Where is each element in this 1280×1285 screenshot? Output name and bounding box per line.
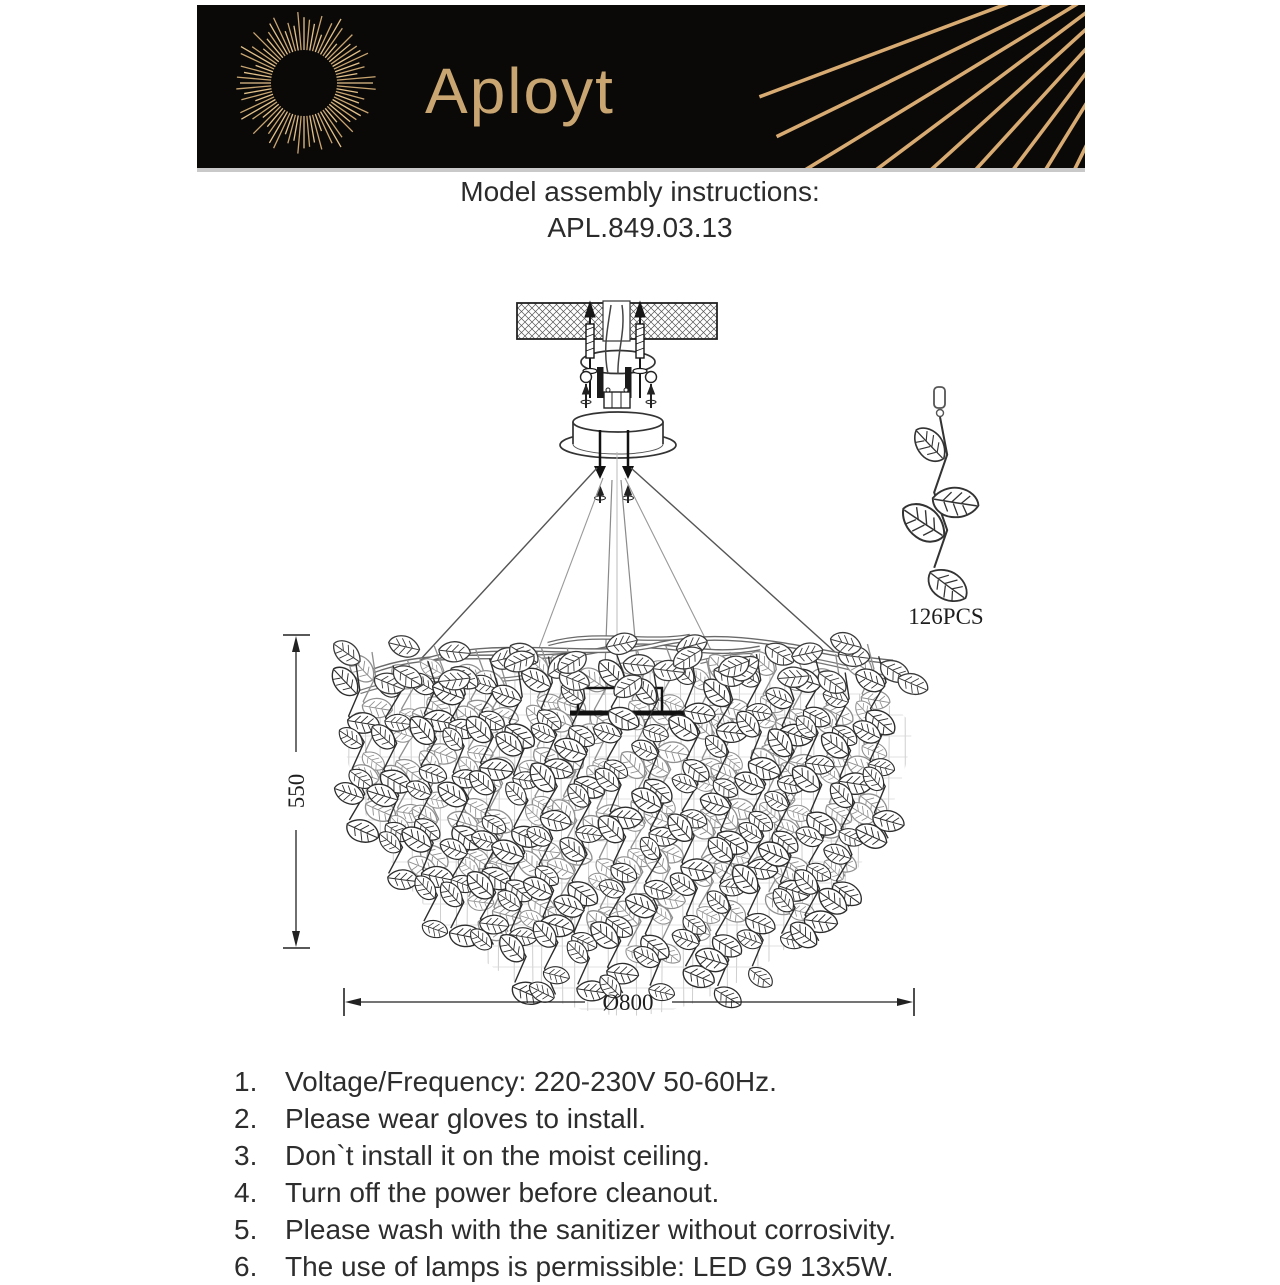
- instruction-item-4: [234, 1174, 1094, 1211]
- item-number: 6.: [234, 1251, 285, 1283]
- item-number: 4.: [234, 1177, 285, 1209]
- instruction-item-1: [234, 1063, 1094, 1100]
- instruction-item-5: [234, 1211, 1094, 1248]
- diameter-dimension: [344, 988, 914, 1016]
- item-number: 2.: [234, 1103, 285, 1135]
- page-title: Model assembly instructions:: [0, 174, 1280, 210]
- item-text: The use of lamps is permissible: LED G9 13x5W.: [285, 1251, 893, 1283]
- diameter-dimension-label: Ø800: [602, 990, 653, 1015]
- item-text: Voltage/Frequency: 220-230V 50-60Hz.: [285, 1066, 777, 1098]
- model-number: APL.849.03.13: [0, 210, 1280, 246]
- instruction-item-6: [234, 1248, 1094, 1285]
- brand-name: Aployt: [425, 59, 615, 123]
- instruction-item-2: [234, 1100, 1094, 1137]
- height-dimension: [283, 635, 310, 948]
- item-number: 1.: [234, 1066, 285, 1098]
- height-dimension-label: 550: [284, 774, 309, 809]
- item-text: Please wash with the sanitizer without corrosivity.: [285, 1214, 896, 1246]
- leaf-strand-detail: [894, 387, 983, 629]
- strand-count-label: 126PCS: [908, 604, 983, 629]
- item-text: Turn off the power before cleanout.: [285, 1177, 719, 1209]
- instructions-list: [234, 1063, 1094, 1285]
- chandelier-drawing: [325, 630, 931, 1016]
- instruction-item-3: [234, 1137, 1094, 1174]
- item-text: Please wear gloves to install.: [285, 1103, 646, 1135]
- item-number: 5.: [234, 1214, 285, 1246]
- item-number: 3.: [234, 1140, 285, 1172]
- item-text: Don`t install it on the moist ceiling.: [285, 1140, 710, 1172]
